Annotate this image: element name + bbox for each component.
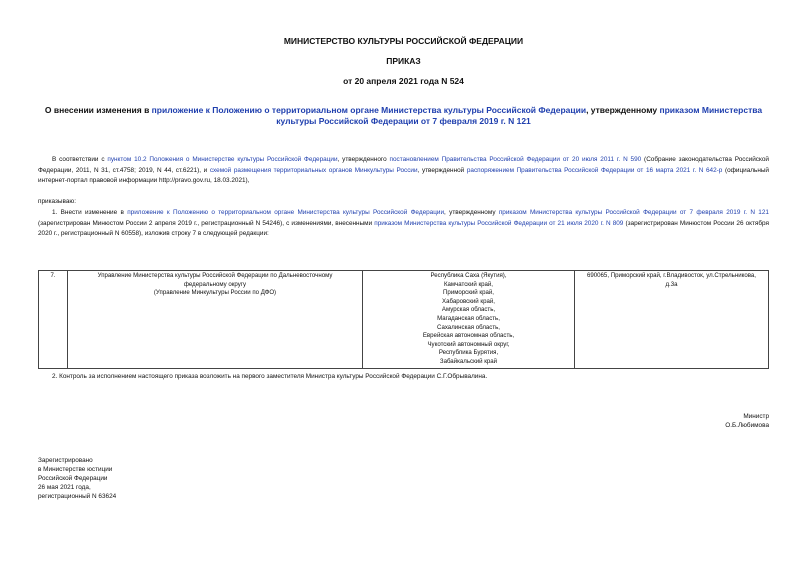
address-line: 690065, Приморский край, г.Владивосток, ул.Стрельникова, <box>586 272 757 279</box>
region-item: Магаданская область, <box>437 314 500 322</box>
title-link-appendix[interactable]: приложение к Положению о территориальном органе Министерства культуры Российской Федерации <box>151 105 587 115</box>
preamble-text-5: (официальный интернет-портал правовой информации http://pravo.gov.ru, 18.03.2021), <box>38 166 770 184</box>
preamble-text-3: (Собрание законодательства Российской Федерации, 2011, N 31, ст.4758; 2019, N 44, ст.6221), и <box>38 156 769 174</box>
title-link-order[interactable]: приказом Министерства культуры Российской Федерации от 7 февраля 2019 г. N 121 <box>276 105 763 126</box>
document-title <box>40 105 767 127</box>
item1-text-1: 1. Внести изменение в <box>52 209 128 216</box>
preamble-paragraph <box>38 155 769 187</box>
item1-text-2: , утвержденному <box>444 209 499 216</box>
document-type: ПРИКАЗ <box>386 56 421 66</box>
regions-cell <box>363 271 575 369</box>
region-item: Забайкальский край <box>439 357 498 365</box>
signer-name: О.Б.Любимова <box>725 422 769 429</box>
region-item: Приморский край, <box>443 289 494 297</box>
registration-block <box>38 456 116 501</box>
preamble-text-2: , утвержденного <box>337 156 390 163</box>
item-1-paragraph <box>38 208 769 240</box>
region-item: Республика Бурятия, <box>438 349 499 357</box>
region-item: Сахалинская область, <box>436 323 501 331</box>
registration-line: Российской Федерации <box>38 475 108 482</box>
item1-text-4: (зарегистрирован Минюстом России 26 октября 2020 г., регистрационный N 60558), изложив строку 7 в следующей редакции: <box>38 219 770 237</box>
region-item: Амурская область, <box>441 306 496 314</box>
ministry-heading: МИНИСТЕРСТВО КУЛЬТУРЫ РОССИЙСКОЙ ФЕДЕРАЦИИ <box>283 36 524 46</box>
preamble-link-decree[interactable]: постановлением Правительства Российской Федерации от 20 июля 2011 г. N 590 <box>389 156 642 163</box>
row-7-table <box>38 270 769 369</box>
org-line: федеральному округу <box>183 280 247 288</box>
signer-position: Министр <box>743 413 769 420</box>
title-middle: , утвержденному <box>586 105 660 115</box>
organization-cell <box>68 271 363 369</box>
preamble-text-4: , утвержденной <box>417 166 467 174</box>
table-row <box>39 271 769 369</box>
preamble-link-scheme[interactable]: схемой размещения территориальных органов Минкультуры России <box>209 166 418 174</box>
region-item: Чукотский автономный округ, <box>427 340 510 348</box>
preamble-text-1: В соответствии с <box>52 156 108 163</box>
item1-text-3: (зарегистрирован Минюстом России 2 апреля 2019 г., регистрационный N 54246), с изменениями, внесенными <box>38 219 375 227</box>
region-item: Хабаровский край, <box>442 297 495 305</box>
org-line: (Управление Минкультуры России по ДФО) <box>153 289 277 297</box>
item-2-paragraph: 2. Контроль за исполнением настоящего приказа возложить на первого заместителя Министра культуры Российской Федерации С.Г.Обрывалина. <box>52 373 488 380</box>
registration-line: регистрационный N 63624 <box>38 493 117 500</box>
registration-line: Зарегистрировано <box>38 457 93 464</box>
preamble-link-regulation[interactable]: пунктом 10.2 Положения о Министерстве культуры Российской Федерации <box>107 156 338 163</box>
title-prefix: О внесении изменения в <box>44 105 152 115</box>
region-item: Еврейская автономная область, <box>422 332 515 340</box>
region-item: Республика Саха (Якутия), <box>430 272 507 279</box>
registration-line: 26 мая 2021 года, <box>38 484 91 491</box>
item1-link-appendix[interactable]: приложение к Положению о территориальном органе Министерства культуры Российской Федерации <box>127 209 445 216</box>
address-cell <box>575 271 769 369</box>
item1-link-order-809[interactable]: приказом Министерства культуры Российской Федерации от 21 июля 2020 г. N 809 <box>374 219 624 227</box>
order-word: приказываю: <box>38 198 76 205</box>
row-number-cell: 7. <box>39 271 68 369</box>
preamble-link-directive[interactable]: распоряжением Правительства Российской Федерации от 16 марта 2021 г. N 642-р <box>466 166 723 174</box>
document-date-number: от 20 апреля 2021 года N 524 <box>343 76 464 86</box>
registration-line: в Министерстве юстиции <box>38 466 113 473</box>
org-line: Управление Министерства культуры Российской Федерации по Дальневосточному <box>97 272 333 279</box>
signature-block <box>690 412 769 430</box>
item1-link-order-121[interactable]: приказом Министерства культуры Российской Федерации от 7 февраля 2019 г. N 121 <box>498 209 769 216</box>
region-item: Камчатский край, <box>443 280 494 288</box>
address-line: д.3а <box>665 280 678 288</box>
